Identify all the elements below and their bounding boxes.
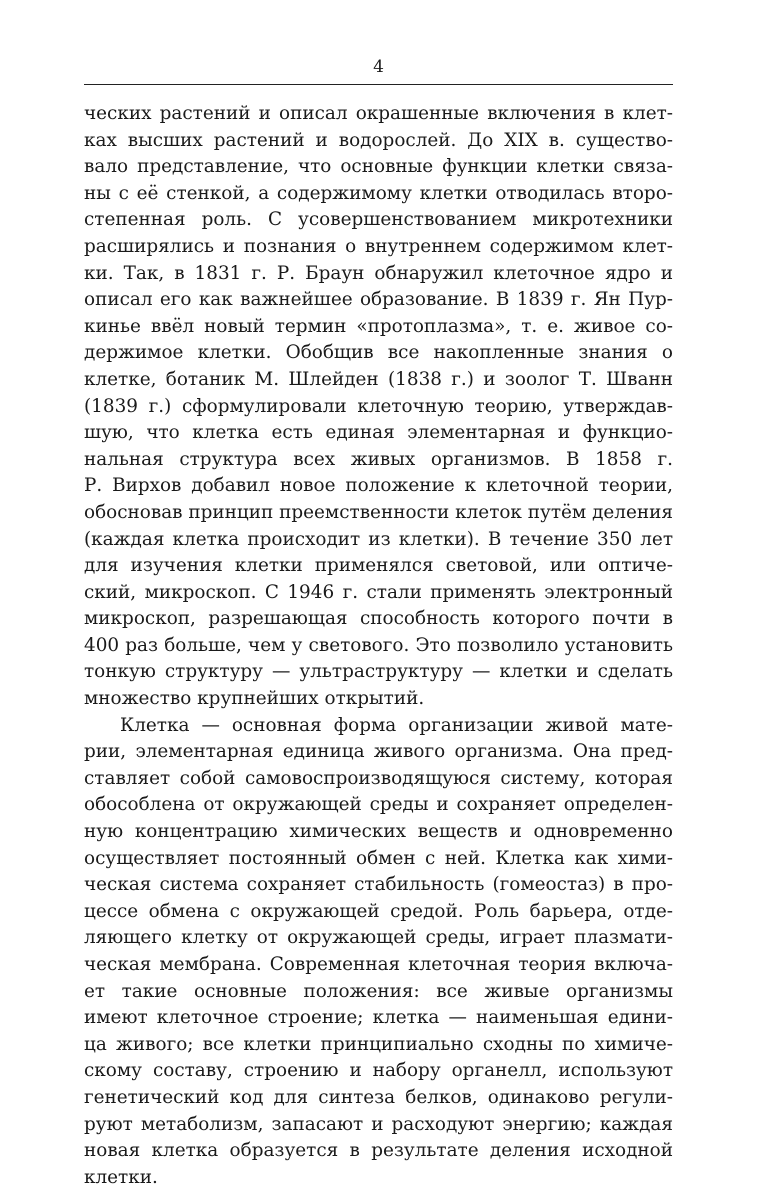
text-line: ческая система сохраняет стабильность (гомеостаз) в про- <box>84 874 673 896</box>
text-line: новая клетка образуется в результате деления исходной <box>84 1140 673 1162</box>
text-line: 400 раз больше, чем у светового. Это позволило установить <box>84 634 673 656</box>
text-line: клетки. <box>84 1166 158 1188</box>
text-line: описал его как важнейшее образование. В 1839 г. Ян Пур- <box>84 289 673 311</box>
paragraph <box>84 713 673 1191</box>
text-line: множество крупнейших открытий. <box>84 688 425 710</box>
text-line: руют метаболизм, запасают и расходуют энергию; каждая <box>84 1113 673 1135</box>
text-line: вало представление, что основные функции клетки связа- <box>84 156 673 178</box>
text-line: ставляет собой самовоспроизводящуюся систему, которая <box>84 767 673 789</box>
text-line: (1839 г.) сформулировали клеточную теорию, утверждав- <box>84 395 673 417</box>
text-line: держимое клетки. Обобщив все накопленные знания о <box>84 342 673 364</box>
text-line: обосновав принцип преемственности клеток путём деления <box>84 501 673 523</box>
text-line: осуществляет постоянный обмен с ней. Клетка как хими- <box>84 847 673 869</box>
text-line: Клетка — основная форма организации живой мате- <box>120 714 673 736</box>
text-line: расширялись и познания о внутреннем содержимом клет- <box>84 235 673 257</box>
text-line: ны с её стенкой, а содержимому клетки отводилась второ- <box>84 182 673 204</box>
text-line: скому составу, строению и набору органелл, используют <box>84 1060 673 1082</box>
body-text <box>84 101 673 1191</box>
paragraph <box>84 101 673 713</box>
text-line: тонкую структуру — ультраструктуру — клетки и сделать <box>84 661 673 683</box>
text-line: степенная роль. С усовершенствованием микротехники <box>84 209 673 231</box>
header-rule <box>84 84 673 85</box>
text-line: ческих растений и описал окрашенные включения в клет- <box>84 103 673 124</box>
text-line: ную концентрацию химических веществ и одновременно <box>84 821 673 843</box>
text-line: цессе обмена с окружающей средой. Роль барьера, отде- <box>84 900 673 922</box>
text-line: ет такие основные положения: все живые организмы <box>84 980 673 1002</box>
text-line: Р. Вирхов добавил новое положение к клеточной теории, <box>84 475 673 497</box>
text-line: шую, что клетка есть единая элементарная и функцио- <box>84 422 673 444</box>
text-line: микроскоп, разрешающая способность которого почти в <box>84 608 673 630</box>
text-line: ца живого; все клетки принципиально сходны по химиче- <box>84 1033 673 1055</box>
text-line: генетический код для синтеза белков, одинаково регули- <box>84 1086 673 1108</box>
text-line: ческая мембрана. Современная клеточная теория включа- <box>84 954 673 975</box>
text-line: ках высших растений и водорослей. До XIX в. существо- <box>84 129 673 151</box>
book-page <box>84 56 673 1191</box>
text-line: ляющего клетку от окружающей среды, играет плазмати- <box>84 927 673 949</box>
text-line: (каждая клетка происходит из клетки). В течение 350 лет <box>84 528 673 550</box>
text-line: имеют клеточное строение; клетка — наименьшая едини- <box>84 1007 673 1029</box>
text-line: нальная структура всех живых организмов. В 1858 г. <box>84 448 673 470</box>
text-line: рии, элементарная единица живого организма. Она пред- <box>84 741 673 763</box>
page-number: 4 <box>373 57 384 77</box>
text-line: клетке, ботаник М. Шлейден (1838 г.) и зоолог Т. Шванн <box>84 368 673 390</box>
text-line: для изучения клетки применялся световой, или оптиче- <box>84 555 673 577</box>
text-line: кинье ввёл новый термин «протоплазма», т. е. живое со- <box>84 315 673 337</box>
text-line: ки. Так, в 1831 г. Р. Браун обнаружил клеточное ядро и <box>84 262 673 284</box>
text-line: обособлена от окружающей среды и сохраняет определен- <box>84 794 673 816</box>
text-line: ский, микроскоп. С 1946 г. стали применять электронный <box>84 581 673 603</box>
